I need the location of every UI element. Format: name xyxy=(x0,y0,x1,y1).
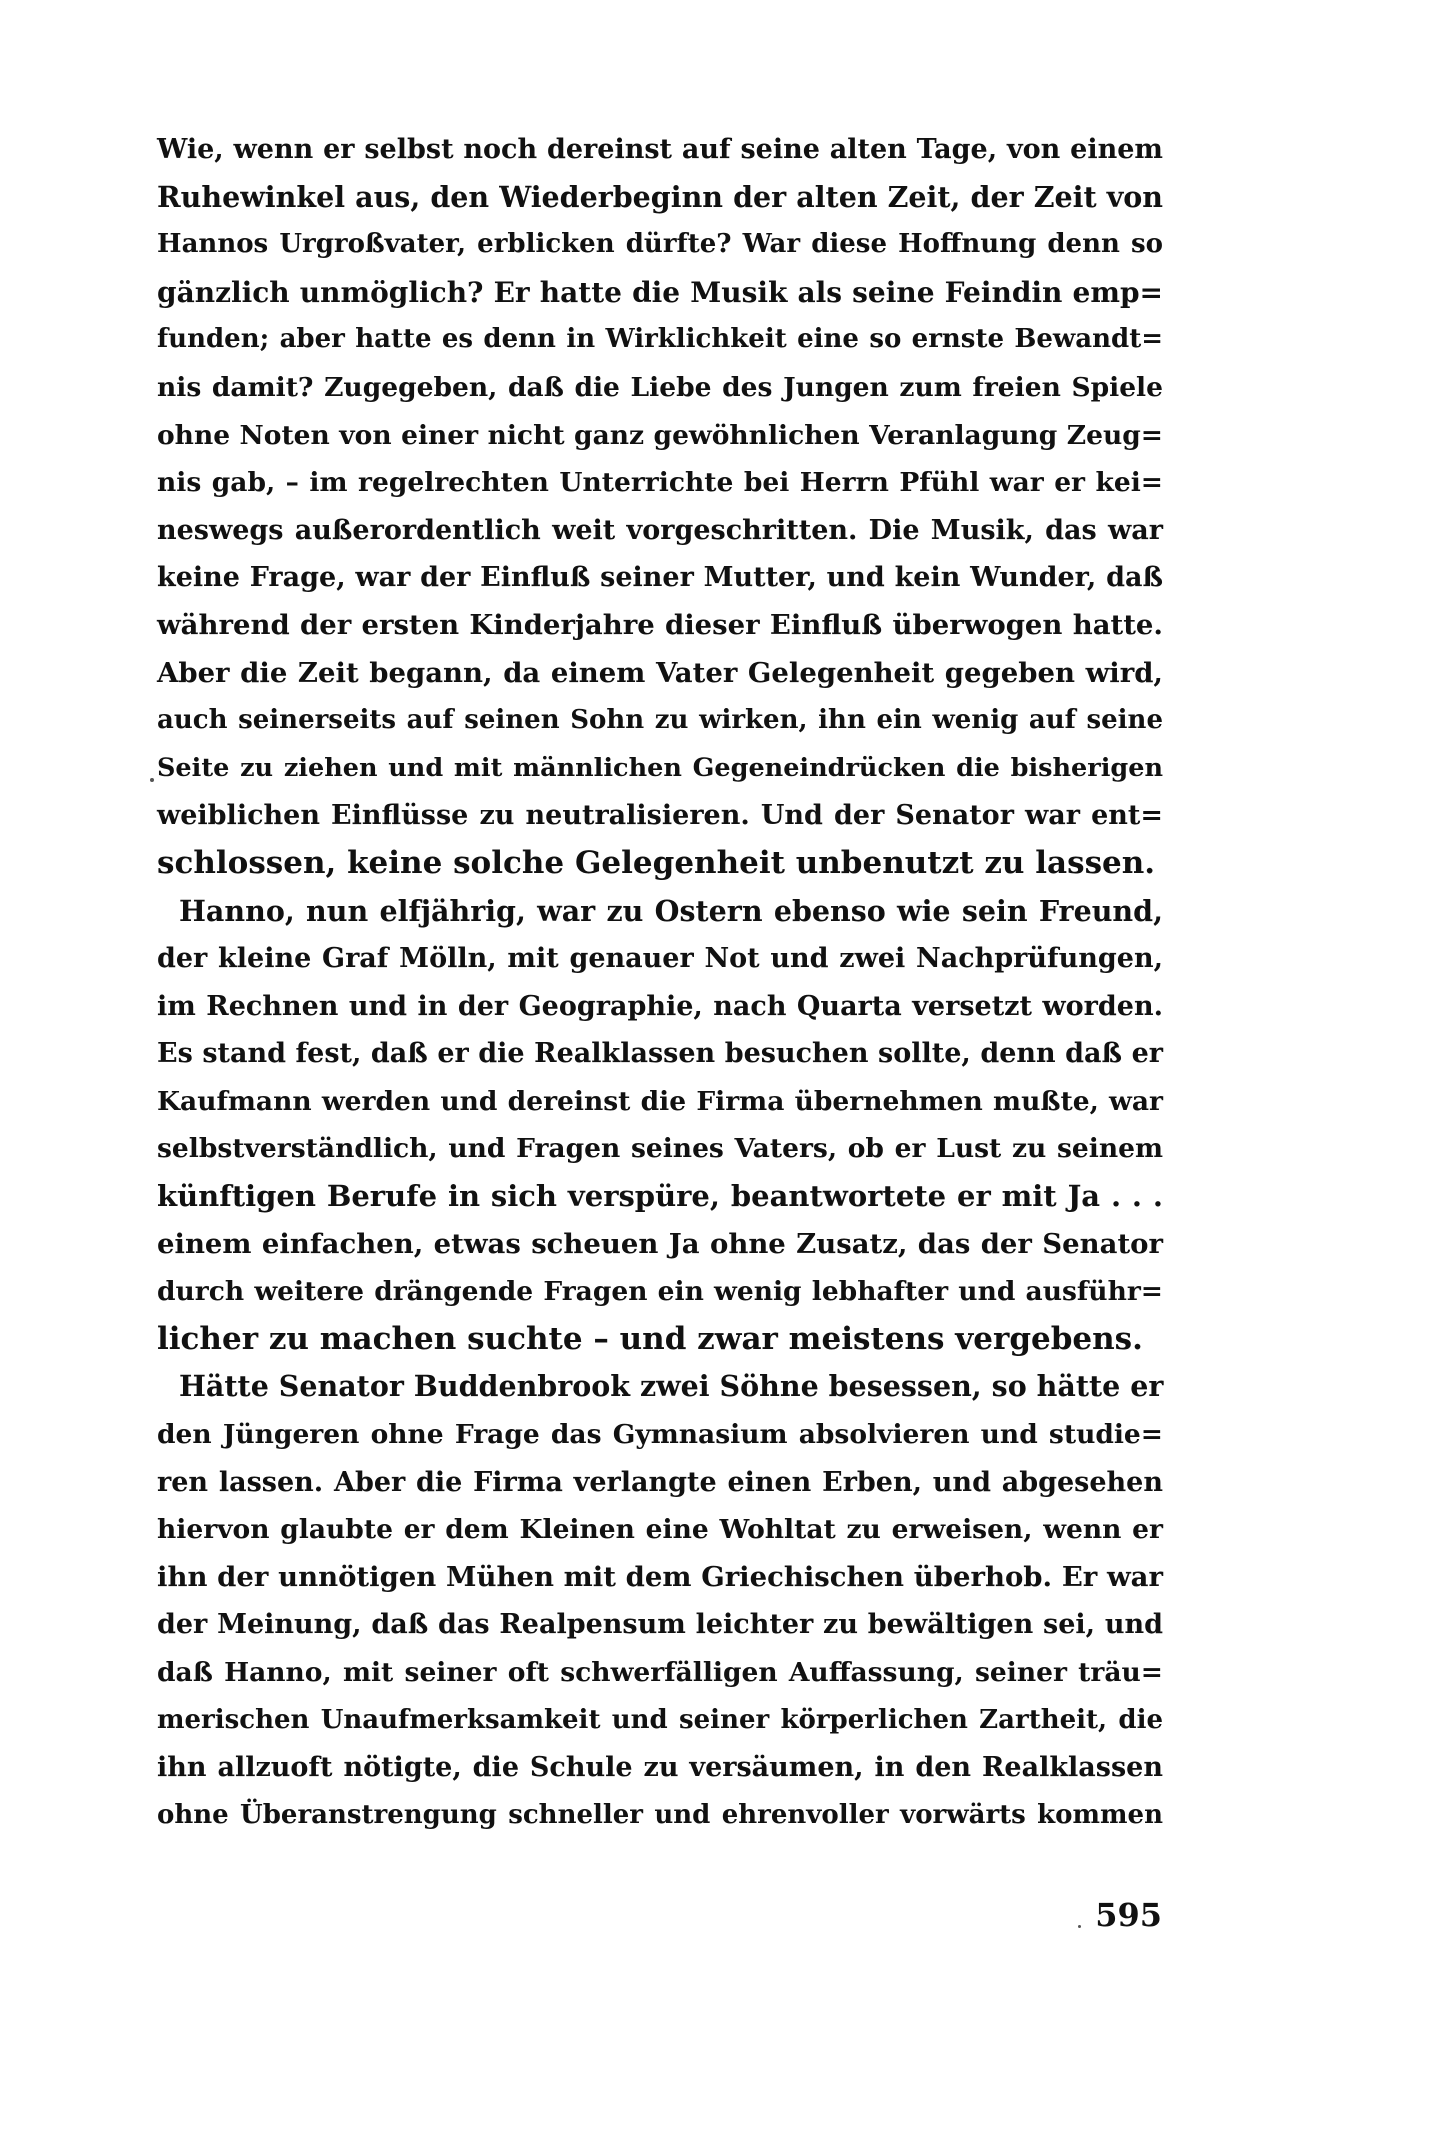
text-line: daß Hanno, mit seiner oft schwerfälligen Auffassung, seiner träu= xyxy=(157,1657,1163,1688)
text-line: ihn allzuoft nötigte, die Schule zu versäumen, in den Realklassen xyxy=(157,1752,1163,1784)
text-line: Hätte Senator Buddenbrook zwei Söhne besessen, so hätte er xyxy=(179,1369,1164,1404)
text-line: einem einfachen, etwas scheuen Ja ohne Zusatz, das der Senator xyxy=(157,1227,1163,1260)
text-line: der Meinung, daß das Realpensum leichter zu bewältigen sei, und xyxy=(157,1609,1163,1641)
text-line: im Rechnen und in der Geographie, nach Quarta versetzt worden. xyxy=(157,990,1163,1022)
paragraph xyxy=(157,1363,1163,1839)
text-line: Es stand fest, daß er die Realklassen besuchen sollte, denn daß er xyxy=(157,1038,1163,1070)
text-line: weiblichen Einflüsse zu neutralisieren. Und der Senator war ent= xyxy=(157,800,1163,832)
text-line: während der ersten Kinderjahre dieser Einfluß überwogen hatte. xyxy=(157,608,1163,641)
text-line: gänzlich unmöglich? Er hatte die Musik als seine Feindin emp= xyxy=(157,275,1163,309)
text-line: neswegs außerordentlich weit vorgeschritten. Die Musik, das war xyxy=(157,514,1163,546)
text-line: Seite zu ziehen und mit männlichen Gegeneindrücken die bisherigen xyxy=(157,752,1163,783)
text-line: Hannos Urgroßvater, erblicken dürfte? War diese Hoffnung denn so xyxy=(157,229,1163,260)
paragraph xyxy=(157,126,1163,888)
text-line: ihn der unnötigen Mühen mit dem Griechischen überhob. Er war xyxy=(157,1560,1163,1593)
text-line: künftigen Berufe in sich verspüre, beantwortete er mit Ja . . . xyxy=(157,1179,1163,1214)
text-line: ohne Noten von einer nicht ganz gewöhnlichen Veranlagung Zeug= xyxy=(157,419,1163,451)
text-line: Kaufmann werden und dereinst die Firma übernehmen mußte, war xyxy=(157,1085,1163,1117)
body-text xyxy=(157,126,1163,1839)
page-number: 595 xyxy=(1095,1896,1162,1934)
text-line: auch seinerseits auf seinen Sohn zu wirken, ihn ein wenig auf seine xyxy=(157,705,1163,736)
text-line: merischen Unaufmerksamkeit und seiner körperlichen Zartheit, die xyxy=(157,1704,1163,1735)
text-line: Wie, wenn er selbst noch dereinst auf seine alten Tage, von einem xyxy=(157,134,1163,165)
text-line: schlossen, keine solche Gelegenheit unbenutzt zu lassen. xyxy=(157,844,1156,881)
text-line: nis damit? Zugegeben, daß die Liebe des Jungen zum freien Spiele xyxy=(157,371,1163,403)
print-speck xyxy=(150,778,154,782)
text-line: der kleine Graf Mölln, mit genauer Not und zwei Nachprüfungen, xyxy=(157,943,1163,975)
text-line: hiervon glaubte er dem Kleinen eine Wohltat zu erweisen, wenn er xyxy=(157,1514,1163,1546)
print-speck xyxy=(1078,1925,1081,1928)
text-line: durch weitere drängende Fragen ein wenig lebhafter und ausführ= xyxy=(157,1276,1163,1308)
text-line: Aber die Zeit begann, da einem Vater Gelegenheit gegeben wird, xyxy=(157,656,1163,689)
text-line: Hanno, nun elfjährig, war zu Ostern ebenso wie sein Freund, xyxy=(179,893,1163,928)
text-line: funden; aber hatte es denn in Wirklichkeit eine so ernste Bewandt= xyxy=(157,324,1163,355)
text-line: nis gab, – im regelrechten Unterrichte bei Herrn Pfühl war er kei= xyxy=(157,467,1163,499)
paragraph xyxy=(157,888,1163,1364)
text-line: keine Frage, war der Einfluß seiner Mutter, und kein Wunder, daß xyxy=(157,562,1163,594)
text-line: selbstverständlich, und Fragen seines Vaters, ob er Lust zu seinem xyxy=(157,1133,1163,1165)
text-line: den Jüngeren ohne Frage das Gymnasium absolvieren und studie= xyxy=(157,1419,1163,1451)
text-line: licher zu machen suchte – und zwar meistens vergebens. xyxy=(157,1320,1143,1357)
text-line: Ruhewinkel aus, den Wiederbeginn der alten Zeit, der Zeit von xyxy=(157,179,1163,214)
text-line: ren lassen. Aber die Firma verlangte einen Erben, und abgesehen xyxy=(157,1466,1163,1498)
text-line: ohne Überanstrengung schneller und ehrenvoller vorwärts kommen xyxy=(157,1799,1163,1830)
